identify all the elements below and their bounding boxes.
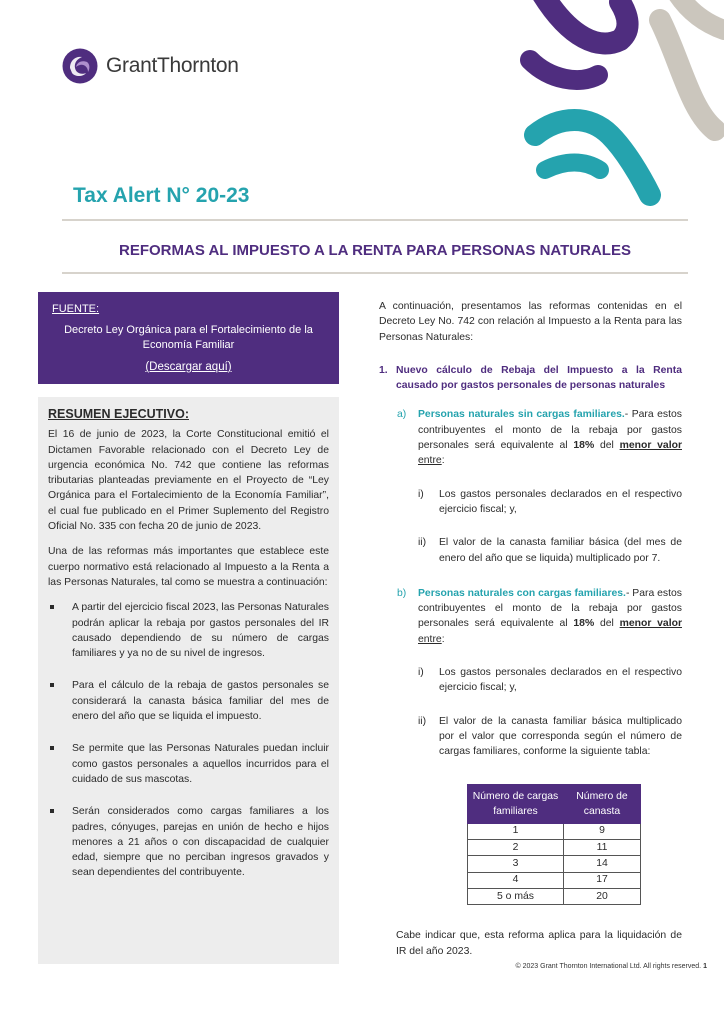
roman-item: ii) El valor de la canasta familiar básica multiplicado por el valor que corresponda según el número de cargas familiares, conforme la siguiente tabla: — [418, 715, 682, 758]
summary-paragraph-1: El 16 de junio de 2023, la Corte Constitucional emitió el Dictamen Favorable relacionado con el Decreto Ley de urgencia económica No. 742 que contiene las reformas tributarias planteadas previamente en el Proyecto de “Ley Orgánica para el Fortalecimiento de la Economía Familiar”, el cual fue publicado en el Primer Suplemento del Registro Oficial No. 335 con fecha 20 de junio de 2023. — [48, 429, 329, 533]
bullet-square-icon — [50, 809, 54, 813]
table-row: 2 11 — [468, 839, 641, 855]
logo-text: GrantThornton — [106, 54, 239, 77]
list-item: Serán considerados como cargas familiares a los padres, cónyuges, parejas en unión de hecho e hijos menores a 21 años o con discapacidad de cualquier edad, siempre que no perciban ingresos gravados y sean dependientes del contribuyente. — [48, 804, 329, 880]
executive-summary — [38, 397, 339, 964]
summary-paragraph-2: Una de las reformas más importantes que establece este cuerpo normativo está relacionado al Impuesto a la Renta a las Personas Naturales, tal como se muestra a continuación: — [48, 546, 329, 588]
download-link[interactable]: (Descargar aquí) — [145, 361, 232, 373]
grant-thornton-mark-icon — [62, 48, 98, 84]
source-label: FUENTE: — [52, 303, 100, 315]
roman-item: ii) El valor de la canasta familiar básica (del mes de enero del año que se liquida) multiplicado por 7. — [418, 537, 682, 564]
summary-title: RESUMEN EJECUTIVO: — [48, 407, 189, 421]
source-box — [38, 292, 339, 384]
bullet-square-icon — [50, 683, 54, 687]
alert-title: Tax Alert N° 20-23 — [73, 184, 250, 207]
closing-paragraph: Cabe indicar que, esta reforma aplica para la liquidación de IR del año 2023. — [396, 930, 682, 957]
copyright-text: © 2023 Grant Thornton International Ltd. All rights reserved. — [515, 963, 702, 970]
intro-paragraph: A continuación, presentamos las reformas contenidas en el Decreto Ley No. 742 con relación al Impuesto a la Renta para las Personas Naturales: — [379, 301, 682, 343]
reforms-column — [379, 299, 682, 959]
table-header-row — [468, 784, 641, 823]
cargas-table — [467, 784, 641, 906]
subsection-a: a) Personas naturales sin cargas familiares.- Para estos contribuyentes el monto de la rebaja por gastos personales será equivalente al 18% del menor valor entre: — [379, 407, 682, 468]
column-header: Número de cargas familiares — [468, 784, 564, 823]
subsection-letter: b) — [397, 587, 407, 599]
subsection-b: b) Personas naturales con cargas familiares.- Para estos contribuyentes el monto de la rebaja por gastos personales será equivalente al 18% del menor valor entre: — [379, 586, 682, 647]
table-row: 3 14 — [468, 856, 641, 872]
roman-item: i) Los gastos personales declarados en el respectivo ejercicio fiscal; y, — [418, 488, 682, 515]
item-number: 1. — [379, 364, 388, 376]
item-heading: Nuevo cálculo de Rebaja del Impuesto a la Renta causado por gastos personales de personas naturales — [396, 364, 682, 392]
list-item: A partir del ejercicio fiscal 2023, las Personas Naturales podrán aplicar la rebaja por gastos personales del IR causado dependiendo de su número de cargas familiares y ya no de su nivel de ingresos. — [48, 600, 329, 661]
table-row: 4 17 — [468, 872, 641, 888]
list-item: Se permite que las Personas Naturales puedan incluir como gastos personales a aquellos incurridos para el cuidado de sus mascotas. — [48, 741, 329, 787]
bullet-square-icon — [50, 605, 54, 609]
main-heading: REFORMAS AL IMPUESTO A LA RENTA PARA PERSONAS NATURALES — [119, 242, 631, 259]
roman-item: i) Los gastos personales declarados en el respectivo ejercicio fiscal; y, — [418, 667, 682, 694]
list-item: Para el cálculo de la rebaja de gastos personales se considerará la canasta básica familiar del mes de enero del año que se liquida el impuesto. — [48, 678, 329, 724]
page-number: 1 — [703, 963, 707, 970]
table-row: 5 o más 20 — [468, 889, 641, 905]
divider-bottom — [62, 272, 688, 274]
subsection-letter: a) — [397, 409, 407, 421]
decorative-ribbon-graphic — [510, 0, 724, 215]
numbered-item-1 — [379, 363, 682, 394]
column-header: Número de canasta — [564, 784, 641, 823]
summary-bullet-list — [48, 600, 329, 880]
source-text: Decreto Ley Orgánica para el Fortalecimiento de la Economía Familiar — [64, 324, 313, 351]
divider-top — [62, 219, 688, 221]
grant-thornton-logo — [62, 48, 239, 84]
subsection-heading: Personas naturales con cargas familiares. — [418, 587, 626, 599]
subsection-heading: Personas naturales sin cargas familiares. — [418, 409, 625, 421]
bullet-square-icon — [50, 746, 54, 750]
footer — [516, 963, 708, 970]
table-row: 1 9 — [468, 823, 641, 839]
